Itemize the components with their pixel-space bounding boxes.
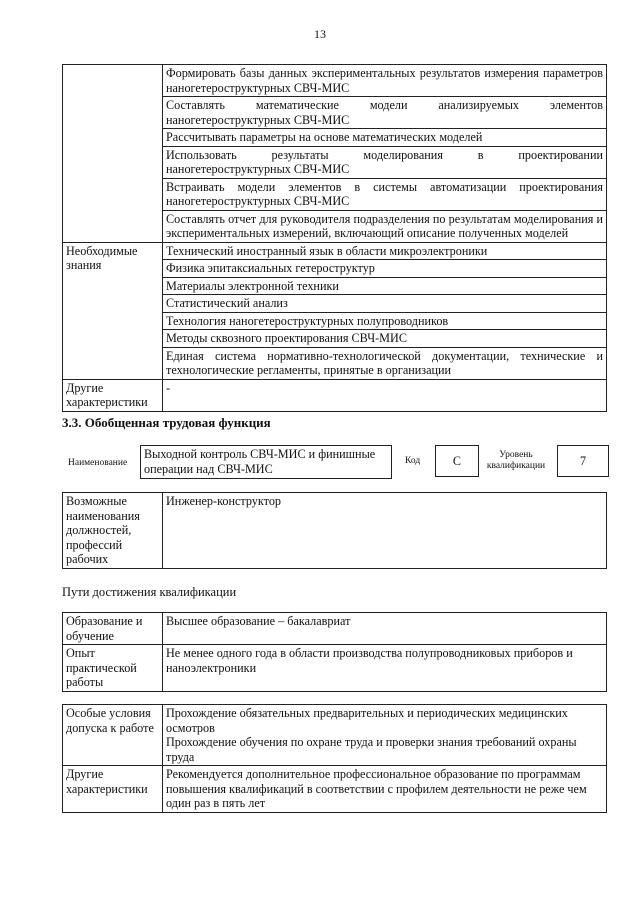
table-row xyxy=(63,65,607,97)
positions-value: Инженер-конструктор xyxy=(163,493,607,569)
conditions-label: Особые условия допуска к работе xyxy=(63,705,163,766)
action-item: Составлять математические модели анализируемых элементов наногетероструктурных СВЧ-МИС xyxy=(163,97,607,129)
conditions-value-2: Прохождение обучения по охране труда и проверки знания требований охраны труда xyxy=(166,735,577,764)
other-label: Другие характеристики xyxy=(63,379,163,411)
table-row xyxy=(63,379,607,411)
positions-label: Возможные наименования должностей, профессий рабочих xyxy=(63,493,163,569)
level-field: 7 xyxy=(557,445,609,477)
action-item: Составлять отчет для руководителя подразделения по результатам моделирования и экспериментальных измерений, включающий описание полученных моделей xyxy=(163,210,607,242)
knowledge-item: Единая система нормативно-технологической документации, технические и технологические регламенты, принятые в организации xyxy=(163,347,607,379)
table-row xyxy=(63,493,607,569)
education-label: Образование и обучение xyxy=(63,613,163,645)
experience-value: Не менее одного года в области производства полупроводниковых приборов и наноэлектроники xyxy=(163,645,607,692)
education-value: Высшее образование – бакалавриат xyxy=(163,613,607,645)
section-title: 3.3. Обобщенная трудовая функция xyxy=(62,415,271,430)
education-table xyxy=(62,612,607,692)
table-row xyxy=(63,242,607,260)
experience-label: Опыт практической работы xyxy=(63,645,163,692)
actions-label-cell xyxy=(63,65,163,243)
skills-table xyxy=(62,64,607,412)
knowledge-item: Статистический анализ xyxy=(163,295,607,313)
other-value: - xyxy=(163,379,607,411)
name-label: Наименование xyxy=(68,458,128,468)
function-name-field: Выходной контроль СВЧ-МИС и финишные операции над СВЧ-МИС xyxy=(140,445,392,479)
knowledge-item: Технический иностранный язык в области микроэлектроники xyxy=(163,242,607,260)
conditions-other-label: Другие характеристики xyxy=(63,766,163,813)
conditions-value-cell xyxy=(163,705,607,766)
conditions-other-value: Рекомендуется дополнительное профессиональное образование по программам повышения квалификаций в соответствии с профилем деятельности не реже чем один раз в пять лет xyxy=(163,766,607,813)
action-item: Формировать базы данных экспериментальных результатов измерения параметров наногетероструктурных СВЧ-МИС xyxy=(163,65,607,97)
knowledge-label: Необходимые знания xyxy=(63,242,163,379)
conditions-table xyxy=(62,704,607,813)
page-number: 13 xyxy=(314,27,326,41)
code-label: Код xyxy=(405,456,421,466)
positions-table xyxy=(62,492,607,569)
table-row xyxy=(63,766,607,813)
action-item: Рассчитывать параметры на основе математических моделей xyxy=(163,129,607,147)
code-field: С xyxy=(435,445,479,477)
table-row xyxy=(63,705,607,766)
paths-title: Пути достижения квалификации xyxy=(62,585,237,599)
table-row xyxy=(63,645,607,692)
knowledge-item: Технология наногетероструктурных полупроводников xyxy=(163,312,607,330)
knowledge-item: Материалы электронной техники xyxy=(163,277,607,295)
action-item: Использовать результаты моделирования в проектировании наногетероструктурных СВЧ-МИС xyxy=(163,146,607,178)
level-label: Уровень квалификации xyxy=(486,450,546,471)
knowledge-item: Физика эпитаксиальных гетероструктур xyxy=(163,260,607,278)
action-item: Встраивать модели элементов в системы автоматизации проектирования наногетероструктурных СВЧ-МИС xyxy=(163,178,607,210)
conditions-value-1: Прохождение обязательных предварительных и периодических медицинских осмотров xyxy=(166,706,568,735)
table-row xyxy=(63,613,607,645)
knowledge-item: Методы сквозного проектирования СВЧ-МИС xyxy=(163,330,607,348)
